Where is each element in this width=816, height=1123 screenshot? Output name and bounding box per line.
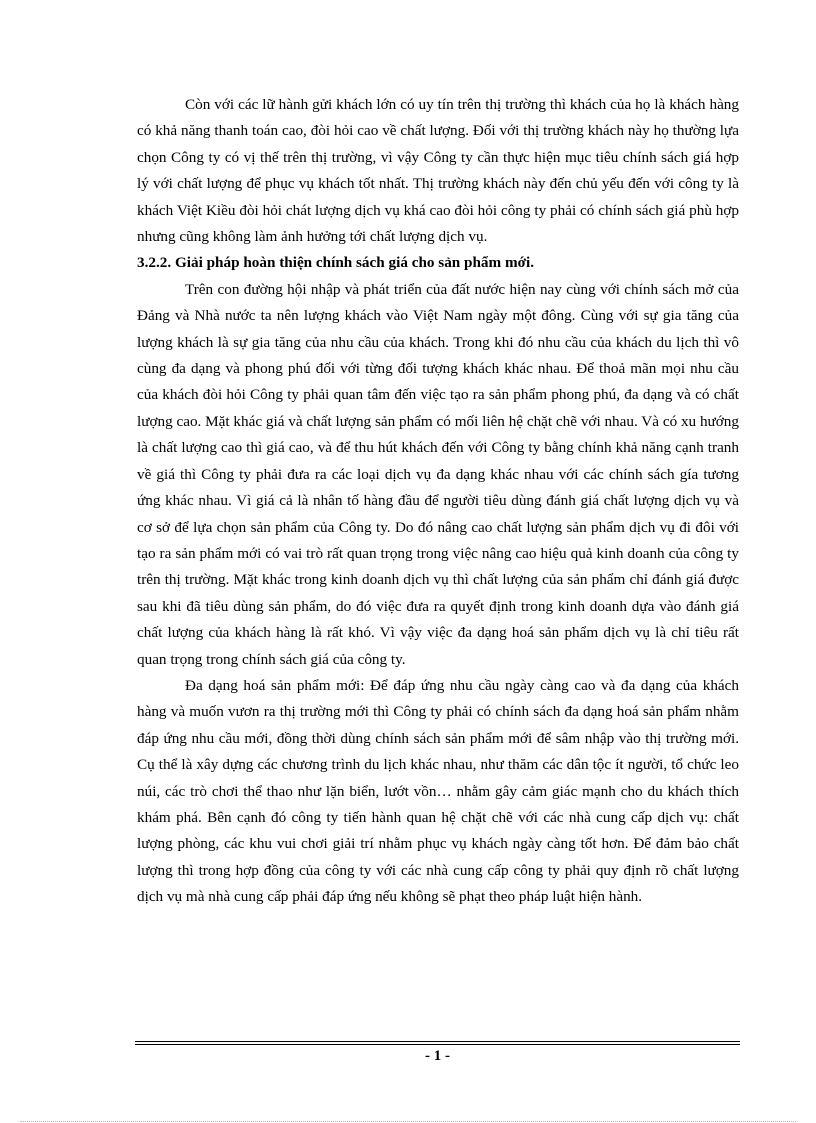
paragraph-new-product-pricing: Trên con đường hội nhập và phát triển của đất nước hiện nay cùng với chính sách mở của Đảng và Nhà nước ta nên lượng khách vào Việt Nam ngày một đông. Cùng với sự gia tăng của lượng khách là sự gia tăng của nhu cầu của khách. Trong khi đó nhu cầu của khách du lịch thì vô cùng đa dạng và phong phú đối với từng đối tượng khách khác nhau. Để thoả mãn mọi nhu cầu của khách đòi hỏi Công ty phải quan tâm đến việc tạo ra sản phẩm phong phú, đa dạng và có chất lượng cao. Mặt khác giá và chất lượng sản phẩm có mối liên hệ chặt chẽ với nhau. Và có xu hướng là chất lượng cao thì giá cao, và để thu hút khách đến với Công ty bằng chính khả năng cạnh tranh về giá thì Công ty phải đưa ra các loại dịch vụ đa dạng khác nhau với các chính sách gía tương ứng khác nhau. Vì giá cả là nhân tố hàng đầu để người tiêu dùng đánh giá chất lượng dịch vụ và cơ sở để lựa chọn sản phẩm của Công ty. Do đó nâng cao chất lượng sản phẩm dịch vụ đi đôi với tạo ra sản phẩm mới có vai trò rất quan trọng trong việc nâng cao hiệu quả kinh doanh của công ty trên thị trường. Mặt khác trong kinh doanh dịch vụ thì chất lượng của sản phẩm chỉ đánh giá được sau khi đã tiêu dùng sản phẩm, do đó việc đưa ra quyết định trong kinh doanh dựa vào đánh giá chất lượng của khách hàng là rất khó. Vì vậy việc đa dạng hoá sản phẩm dịch vụ là chỉ tiêu rất quan trọng trong chính sách giá của công ty.: [137, 280, 739, 668]
page-body: [137, 92, 739, 911]
page-number: - 1 -: [425, 1048, 450, 1064]
paragraph-vietnamese-overseas-customers: Còn với các lữ hành gửi khách lớn có uy tín trên thị trường thì khách của họ là khách hàng có khả năng thanh toán cao, đòi hỏi cao về chất lượng. Đối với thị trường khách này họ thường lựa chọn Công ty có vị thế trên thị trường, vì vậy Công ty cần thực hiện mục tiêu chính sách giá hợp lý với chất lượng để phục vụ khách tốt nhất. Thị trường khách này đến chủ yếu đến với công ty là khách Việt Kiều đòi hỏi chát lượng dịch vụ khá cao đòi hỏi công ty phải có chính sách giá phù hợp nhưng cũng không làm ảnh hưởng tới chất lượng dịch vụ.: [137, 96, 739, 246]
paragraph-product-diversification: Đa dạng hoá sản phẩm mới: Để đáp ứng nhu cầu ngày càng cao và đa dạng của khách hàng và muốn vươn ra thị trường mới thì Công ty phải có chính sách đa dạng hoá sản phẩm nhằm đáp ứng nhu cầu mới, đồng thời dùng chính sách sản phẩm mới để sâm nhập vào thị trường mới. Cụ thể là xây dựng các chương trình du lịch khác nhau, như thăm các dân tộc ít người, tổ chức leo núi, các trò chơi thể thao như lặn biển, lướt vồn… nhằm gây cảm giác mạnh cho du khách thích khám phá. Bên cạnh đó công ty tiến hành quan hệ chặt chẽ với các nhà cung cấp dịch vụ: chất lượng phòng, các khu vui chơi giải trí nhằm phục vụ khách ngày càng tốt hơn. Để đảm bảo chất lượng thì trong hợp đồng của công ty với các nhà cung cấp công ty phải quy định rõ chất lượng dịch vụ mà nhà cung cấp phải đáp ứng nếu không sẽ phạt theo pháp luật hiện hành.: [137, 676, 739, 906]
page-bottom-border: [20, 1121, 796, 1122]
footer-double-rule: [135, 1041, 740, 1045]
section-heading-3-2-2: 3.2.2. Giải pháp hoàn thiện chính sách giá cho sản phẩm mới.: [137, 254, 535, 272]
